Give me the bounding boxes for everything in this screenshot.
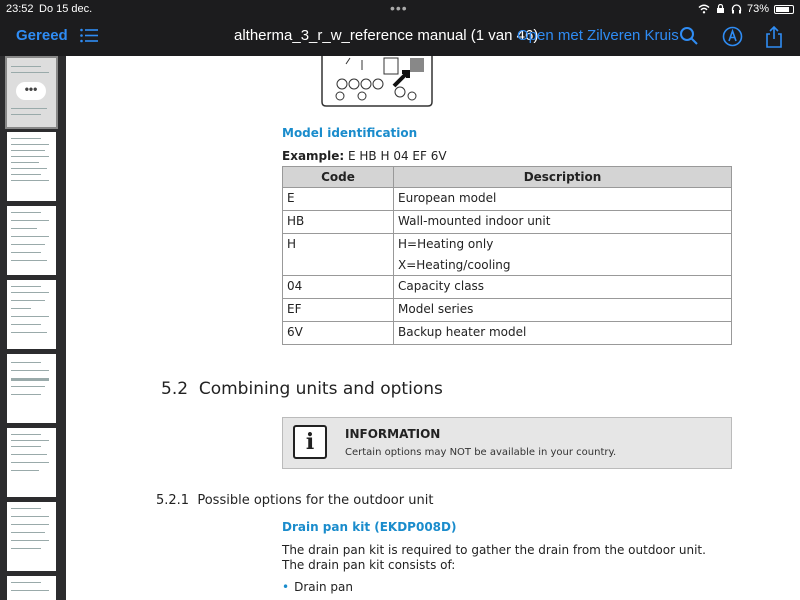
open-with-button[interactable]: Open met Zilveren Kruis (517, 27, 679, 44)
headphones-icon (731, 4, 742, 14)
table-cell-description: Capacity class (394, 276, 732, 299)
lock-rotation-icon (715, 4, 726, 14)
document-viewer[interactable] (66, 56, 800, 600)
thumbnail-page-8[interactable] (7, 576, 56, 600)
table-cell-code: H (283, 234, 394, 276)
thumbnail-sidebar[interactable] (0, 56, 66, 600)
battery-icon (774, 5, 794, 14)
table-row (283, 234, 732, 276)
table-cell-code: 04 (283, 276, 394, 299)
table-cell-description: Model series (394, 299, 732, 322)
table-cell-code: 6V (283, 322, 394, 345)
unit-drawing-illustration (320, 56, 434, 108)
table-cell-description: European model (394, 188, 732, 211)
status-time: 23:52 (6, 3, 34, 15)
description-line-2: X=Heating/cooling (398, 258, 511, 272)
bullet-dot-icon: • (282, 580, 290, 594)
table-cell-description: Backup heater model (394, 322, 732, 345)
section-5-2-1-heading: 5.2.1 Possible options for the outdoor unit (156, 493, 434, 508)
example-line (282, 149, 447, 163)
thumbnail-page-7[interactable] (7, 502, 56, 571)
example-label: Example: (282, 149, 345, 163)
status-right (698, 3, 794, 15)
document-title: altherma_3_r_w_reference manual (1 van 46) (234, 27, 539, 44)
section-5-2-heading: 5.2 Combining units and options (161, 379, 443, 399)
thumbnail-page-4[interactable] (7, 280, 56, 349)
model-code-table (282, 166, 732, 345)
table-header-row (283, 167, 732, 188)
status-bar (0, 0, 800, 18)
status-date: Do 15 dec. (39, 3, 93, 15)
model-identification-heading: Model identification (282, 126, 418, 140)
table-header-code: Code (283, 167, 394, 188)
thumbnail-page-2[interactable] (7, 132, 56, 201)
done-button[interactable]: Gereed (16, 27, 68, 44)
table-row (283, 211, 732, 234)
table-cell-description (394, 234, 732, 276)
table-cell-description: Wall-mounted indoor unit (394, 211, 732, 234)
table-header-description: Description (394, 167, 732, 188)
description-line-1: H=Heating only (398, 237, 494, 251)
information-title: INFORMATION (345, 427, 441, 441)
markup-icon[interactable] (722, 26, 743, 47)
more-options-icon[interactable]: ••• (16, 82, 46, 100)
table-row (283, 299, 732, 322)
thumbnail-page-5[interactable] (7, 354, 56, 423)
thumbnail-page-3[interactable] (7, 206, 56, 275)
bullet-text: Drain pan (294, 580, 353, 594)
table-cell-code: EF (283, 299, 394, 322)
multitasking-dots-icon[interactable]: ••• (390, 0, 408, 16)
share-icon[interactable] (765, 26, 783, 48)
search-icon[interactable] (679, 26, 699, 46)
bullet-item (282, 580, 353, 594)
information-box (282, 417, 732, 469)
drain-pan-paragraph: The drain pan kit is required to gather the drain from the outdoor unit. The drain pan kit consists of: (282, 543, 706, 572)
table-row (283, 322, 732, 345)
nav-bar (0, 18, 800, 56)
wifi-icon (698, 4, 710, 14)
drain-pan-kit-heading: Drain pan kit (EKDP008D) (282, 520, 457, 534)
table-cell-code: HB (283, 211, 394, 234)
document-page (66, 56, 800, 600)
information-text: Certain options may NOT be available in your country. (345, 447, 617, 458)
thumbnail-page-1[interactable] (7, 58, 56, 127)
example-value: E HB H 04 EF 6V (348, 149, 447, 163)
table-row (283, 188, 732, 211)
table-row (283, 276, 732, 299)
thumbnail-page-6[interactable] (7, 428, 56, 497)
list-icon[interactable] (80, 28, 98, 43)
battery-percent: 73% (746, 3, 769, 15)
information-icon: i (293, 425, 327, 459)
table-cell-code: E (283, 188, 394, 211)
